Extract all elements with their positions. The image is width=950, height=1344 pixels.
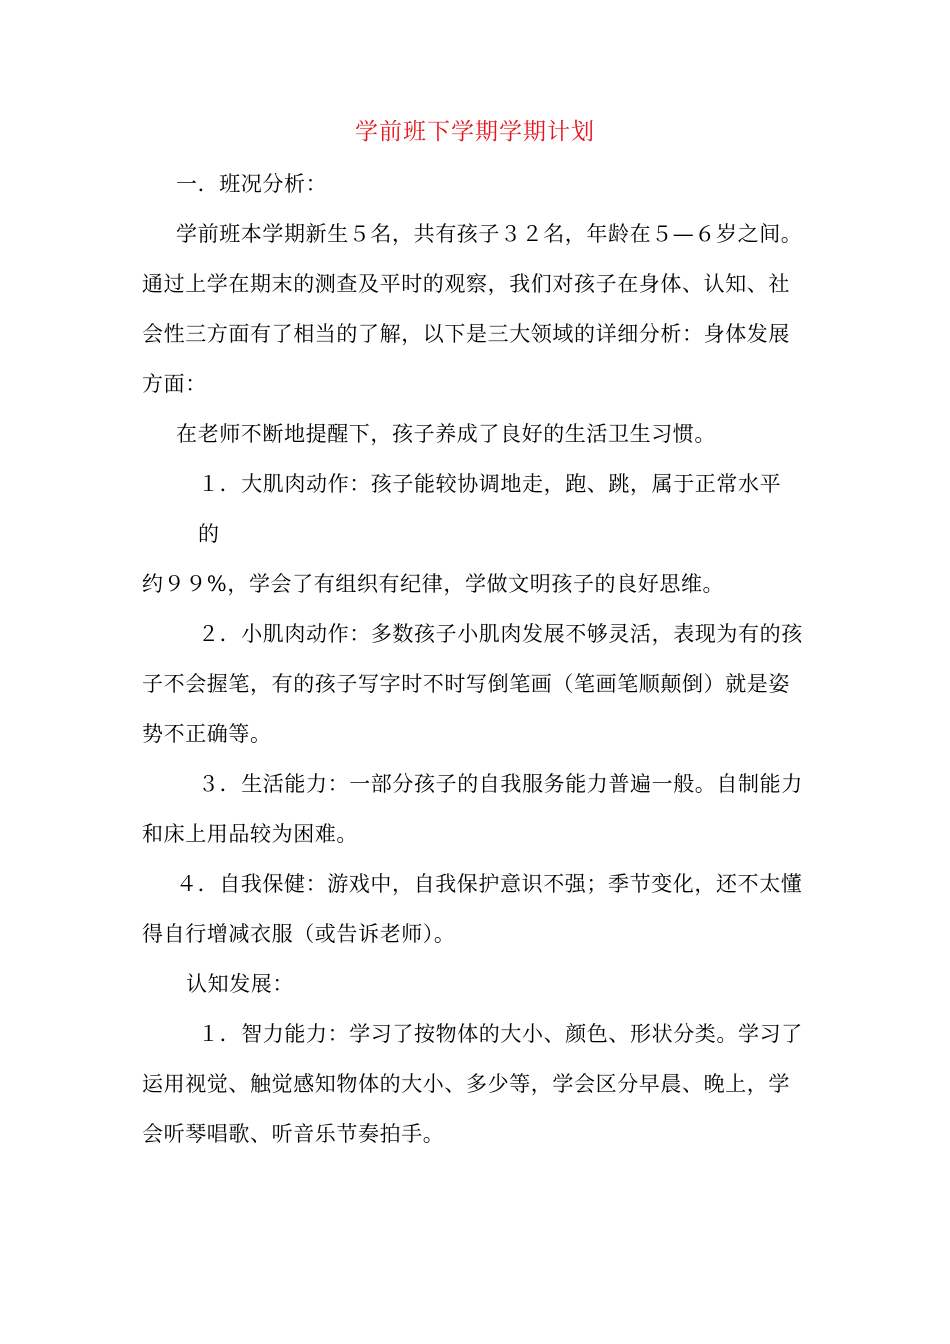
paragraph-hygiene-habits: 在老师不断地提醒下，孩子养成了良好的生活卫生习惯。 bbox=[176, 422, 716, 446]
document-title: 学前班下学期学期计划 bbox=[355, 119, 595, 145]
paragraph-gross-motor-continued: 约９９%，学会了有组织有纪律，学做文明孩子的良好思维。 bbox=[142, 572, 725, 596]
paragraph-fine-motor: ２．小肌肉动作：多数孩子小肌肉发展不够灵活，表现为有的孩子不会握笔，有的孩子写字时不时写倒笔画（笔画笔顺颠倒）就是姿势不正确等。 bbox=[142, 622, 803, 746]
section-heading-class-analysis: 一．班况分析： bbox=[176, 172, 328, 196]
section-heading-cognitive: 认知发展： bbox=[186, 972, 294, 996]
document-body bbox=[142, 159, 808, 1159]
paragraph-gross-motor: １．大肌肉动作：孩子能较协调地走，跑、跳，属于正常水平的 bbox=[198, 472, 782, 546]
paragraph-class-overview: 学前班本学期新生５名，共有孩子３２名，年龄在５—６岁之间。通过上学在期末的测查及平时的观察，我们对孩子在身体、认知、社会性三方面有了相当的了解，以下是三大领域的详细分析：身体发展方面： bbox=[142, 222, 803, 396]
paragraph-intellectual-ability: １．智力能力：学习了按物体的大小、颜色、形状分类。学习了运用视觉、触觉感知物体的大小、多少等，学会区分早晨、晚上，学会听琴唱歌、听音乐节奏拍手。 bbox=[142, 1022, 803, 1146]
paragraph-life-skills: ３．生活能力：一部分孩子的自我服务能力普遍一般。自制能力和床上用品较为困难。 bbox=[142, 772, 803, 846]
paragraph-self-care: ４．自我保健：游戏中，自我保护意识不强；季节变化，还不太懂得自行增减衣服（或告诉老师）。 bbox=[142, 872, 803, 946]
